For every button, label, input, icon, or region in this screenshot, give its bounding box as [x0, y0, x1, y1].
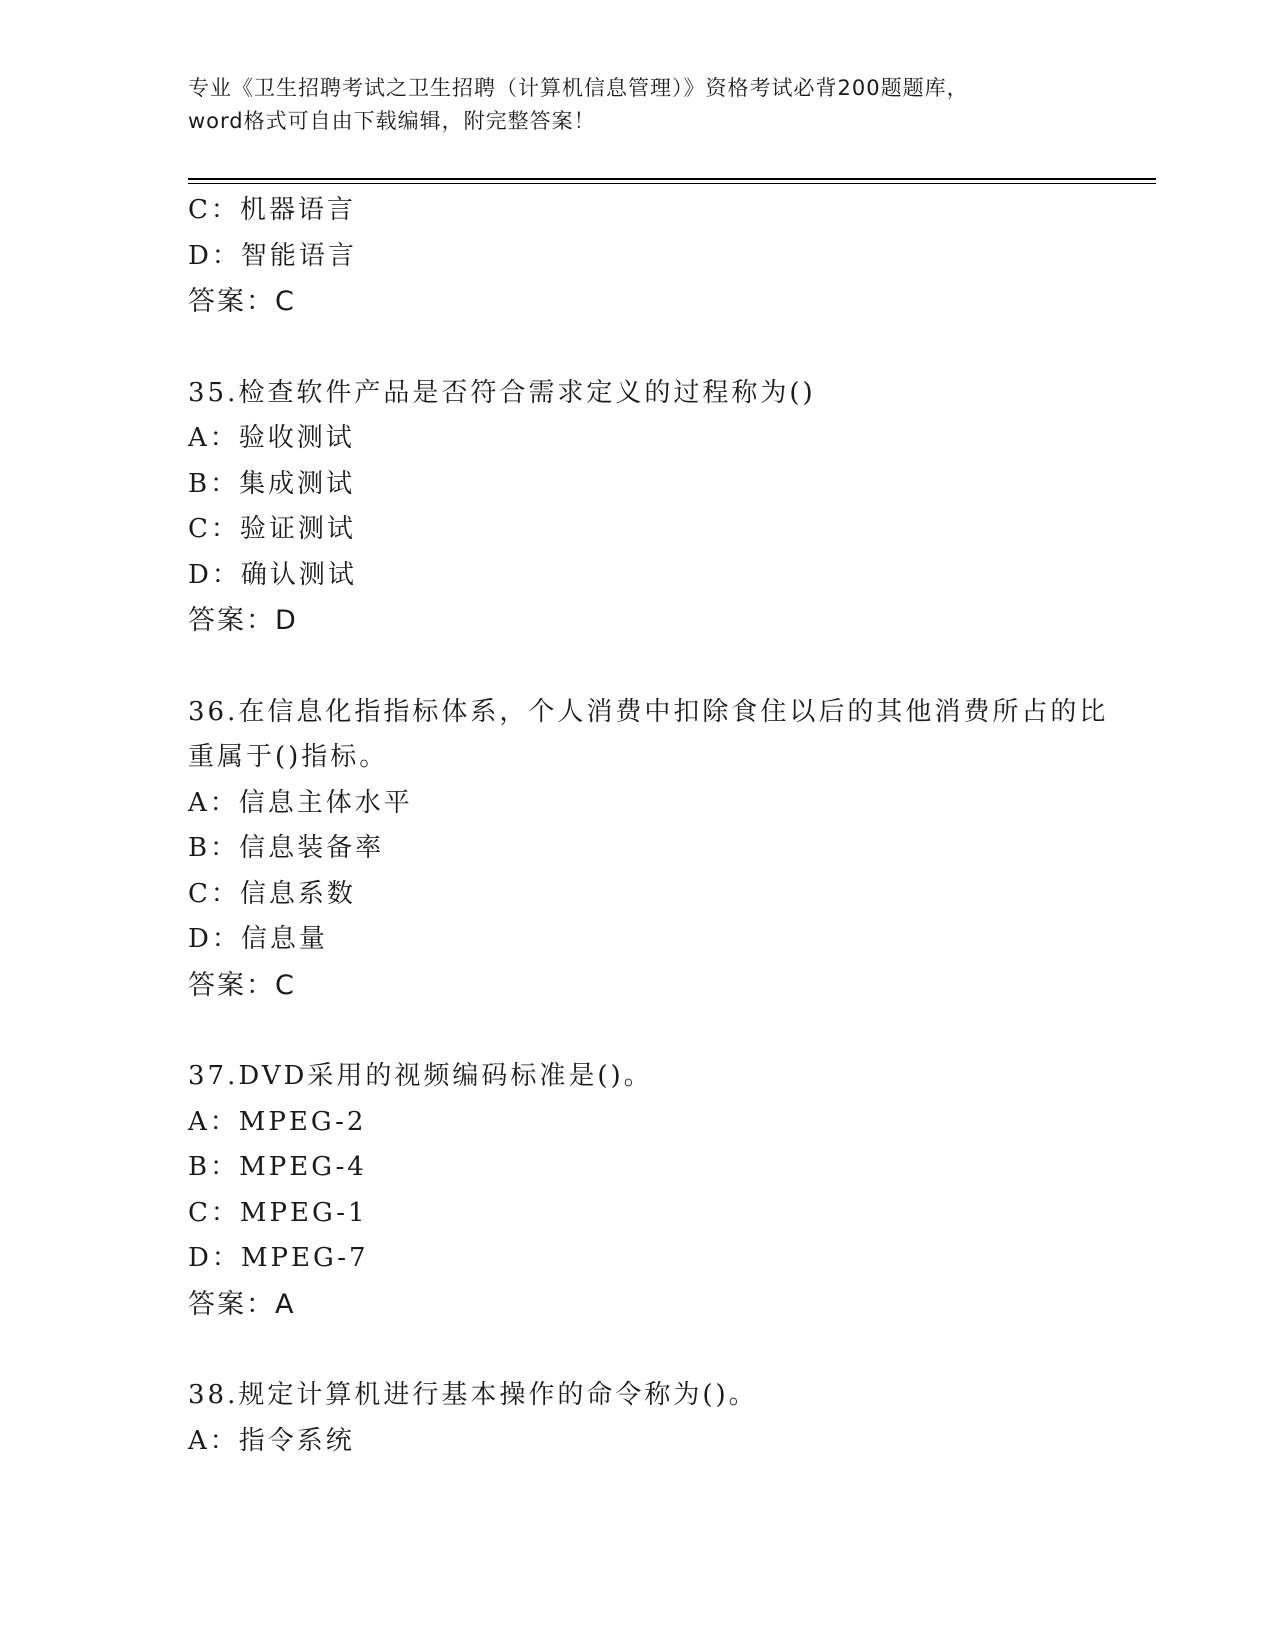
option-a: A：信息主体水平	[188, 787, 413, 818]
header-divider-thin	[188, 183, 1156, 184]
option-c: C：验证测试	[188, 514, 356, 544]
answer: 答案：D	[188, 605, 298, 636]
option-d: D：MPEG-7	[188, 1243, 369, 1273]
question-text: 38.规定计算机进行基本操作的命令称为()。	[188, 1380, 758, 1410]
question-text: 37.DVD采用的视频编码标准是()。	[188, 1061, 653, 1091]
question-text: 35.检查软件产品是否符合需求定义的过程称为()	[188, 377, 816, 408]
option-a: A：指令系统	[188, 1425, 355, 1456]
header-line-1: 专业《卫生招聘考试之卫生招聘（计算机信息管理）》资格考试必背200题题库，	[188, 76, 969, 100]
answer: 答案：C	[188, 286, 296, 317]
header-divider	[188, 178, 1156, 180]
option-c: C：信息系数	[188, 878, 356, 909]
question-34-partial	[188, 188, 1128, 325]
option-b: B：MPEG-4	[188, 1152, 367, 1182]
option-a: A：验收测试	[188, 423, 355, 453]
question-37	[188, 1054, 1128, 1327]
option-b: B：信息装备率	[188, 833, 385, 863]
question-35	[188, 371, 1128, 644]
question-36	[188, 690, 1128, 1009]
question-list	[188, 188, 1128, 1464]
option-d: D：智能语言	[188, 240, 357, 271]
option-c: C：MPEG-1	[188, 1197, 368, 1228]
header-line-2: word格式可自由下载编辑，附完整答案！	[188, 109, 596, 133]
option-d: D：信息量	[188, 924, 328, 954]
option-a: A：MPEG-2	[188, 1106, 367, 1137]
option-d: D：确认测试	[188, 559, 357, 590]
document-header	[188, 72, 1088, 138]
answer: 答案：A	[188, 1288, 296, 1320]
question-text: 36.在信息化指指标体系，个人消费中扣除食住以后的其他消费所占的比重属于()指标。	[188, 696, 1109, 772]
option-c: C：机器语言	[188, 195, 356, 225]
question-38	[188, 1373, 1128, 1464]
option-b: B：集成测试	[188, 468, 356, 499]
answer: 答案：C	[188, 969, 296, 1001]
